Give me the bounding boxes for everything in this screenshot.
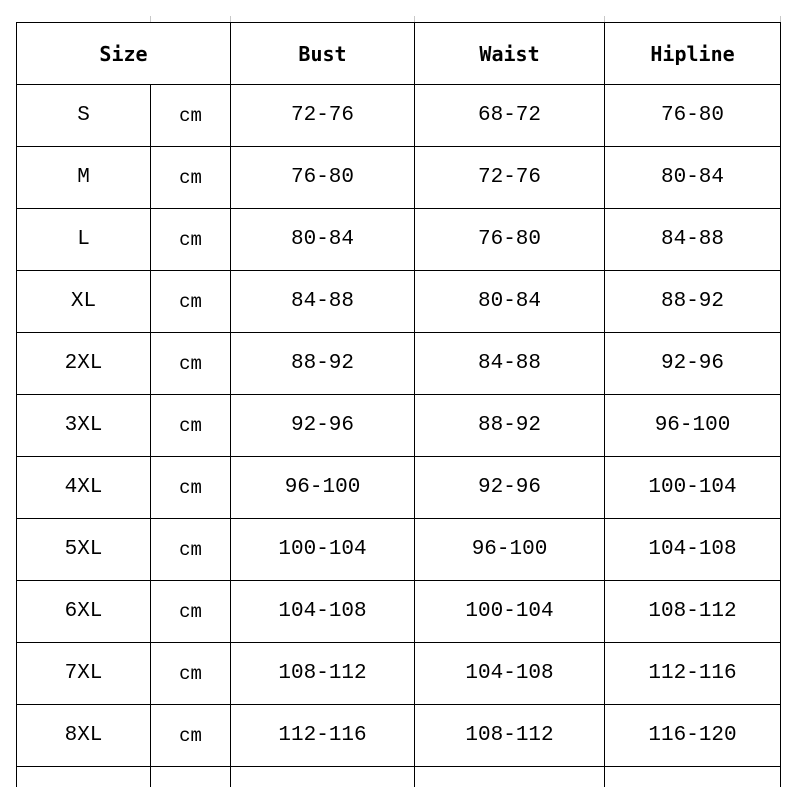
hipline-cell: 76-80 [605,85,781,147]
unit-cell: cm [151,271,231,333]
bust-cell: 96-100 [231,457,415,519]
waist-cell: 68-72 [415,85,605,147]
unit-cell: cm [151,333,231,395]
size-table [16,22,784,787]
size-cell: S [17,85,151,147]
table-edge [781,767,784,787]
hipline-cell: 84-88 [605,209,781,271]
table-edge [781,23,784,85]
hipline-cell: 112-116 [605,643,781,705]
bust-cell: 108-112 [231,643,415,705]
bust-cell: 88-92 [231,333,415,395]
size-cell: M [17,147,151,209]
hipline-cell: 92-96 [605,333,781,395]
table-edge [781,85,784,147]
size-cell: 6XL [17,581,151,643]
size-chart [16,22,784,787]
waist-cell: 88-92 [415,395,605,457]
waist-cell: 100-104 [415,581,605,643]
table-edge [781,581,784,643]
size-cell: 2XL [17,333,151,395]
empty-cell [151,767,231,787]
hipline-cell: 104-108 [605,519,781,581]
size-cell: 8XL [17,705,151,767]
table-row [17,333,784,395]
bust-cell: 104-108 [231,581,415,643]
empty-cell [17,767,151,787]
unit-cell: cm [151,85,231,147]
table-row [17,457,784,519]
waist-cell: 104-108 [415,643,605,705]
empty-cell [231,767,415,787]
hipline-cell: 88-92 [605,271,781,333]
bust-cell: 100-104 [231,519,415,581]
hipline-cell: 96-100 [605,395,781,457]
table-row-cut [17,767,784,787]
unit-cell: cm [151,705,231,767]
table-row [17,395,784,457]
waist-cell: 76-80 [415,209,605,271]
waist-cell: 108-112 [415,705,605,767]
bust-cell: 80-84 [231,209,415,271]
table-edge [781,395,784,457]
unit-cell: cm [151,147,231,209]
table-row [17,85,784,147]
size-cell: XL [17,271,151,333]
table-edge [781,271,784,333]
waist-header: Waist [415,23,605,85]
table-row [17,581,784,643]
table-row [17,147,784,209]
size-cell: 4XL [17,457,151,519]
hipline-cell: 80-84 [605,147,781,209]
header-row [17,23,784,85]
size-cell: 7XL [17,643,151,705]
unit-cell: cm [151,209,231,271]
size-cell: L [17,209,151,271]
empty-cell [605,767,781,787]
unit-cell: cm [151,519,231,581]
size-cell: 5XL [17,519,151,581]
size-cell: 3XL [17,395,151,457]
hipline-cell: 108-112 [605,581,781,643]
waist-cell: 84-88 [415,333,605,395]
table-row [17,209,784,271]
table-row [17,519,784,581]
table-edge [781,209,784,271]
waist-cell: 92-96 [415,457,605,519]
unit-cell: cm [151,581,231,643]
table-edge [781,457,784,519]
size-header: Size [17,23,231,85]
bust-header: Bust [231,23,415,85]
waist-cell: 96-100 [415,519,605,581]
bust-cell: 84-88 [231,271,415,333]
table-row [17,705,784,767]
table-edge [781,147,784,209]
table-edge [781,705,784,767]
unit-cell: cm [151,395,231,457]
bust-cell: 76-80 [231,147,415,209]
table-edge [781,519,784,581]
hipline-header: Hipline [605,23,781,85]
unit-cell: cm [151,457,231,519]
bust-cell: 92-96 [231,395,415,457]
waist-cell: 80-84 [415,271,605,333]
bust-cell: 72-76 [231,85,415,147]
table-edge [781,643,784,705]
table-row [17,643,784,705]
bust-cell: 112-116 [231,705,415,767]
waist-cell: 72-76 [415,147,605,209]
table-row [17,271,784,333]
empty-cell [415,767,605,787]
unit-cell: cm [151,643,231,705]
hipline-cell: 100-104 [605,457,781,519]
table-edge [781,333,784,395]
hipline-cell: 116-120 [605,705,781,767]
